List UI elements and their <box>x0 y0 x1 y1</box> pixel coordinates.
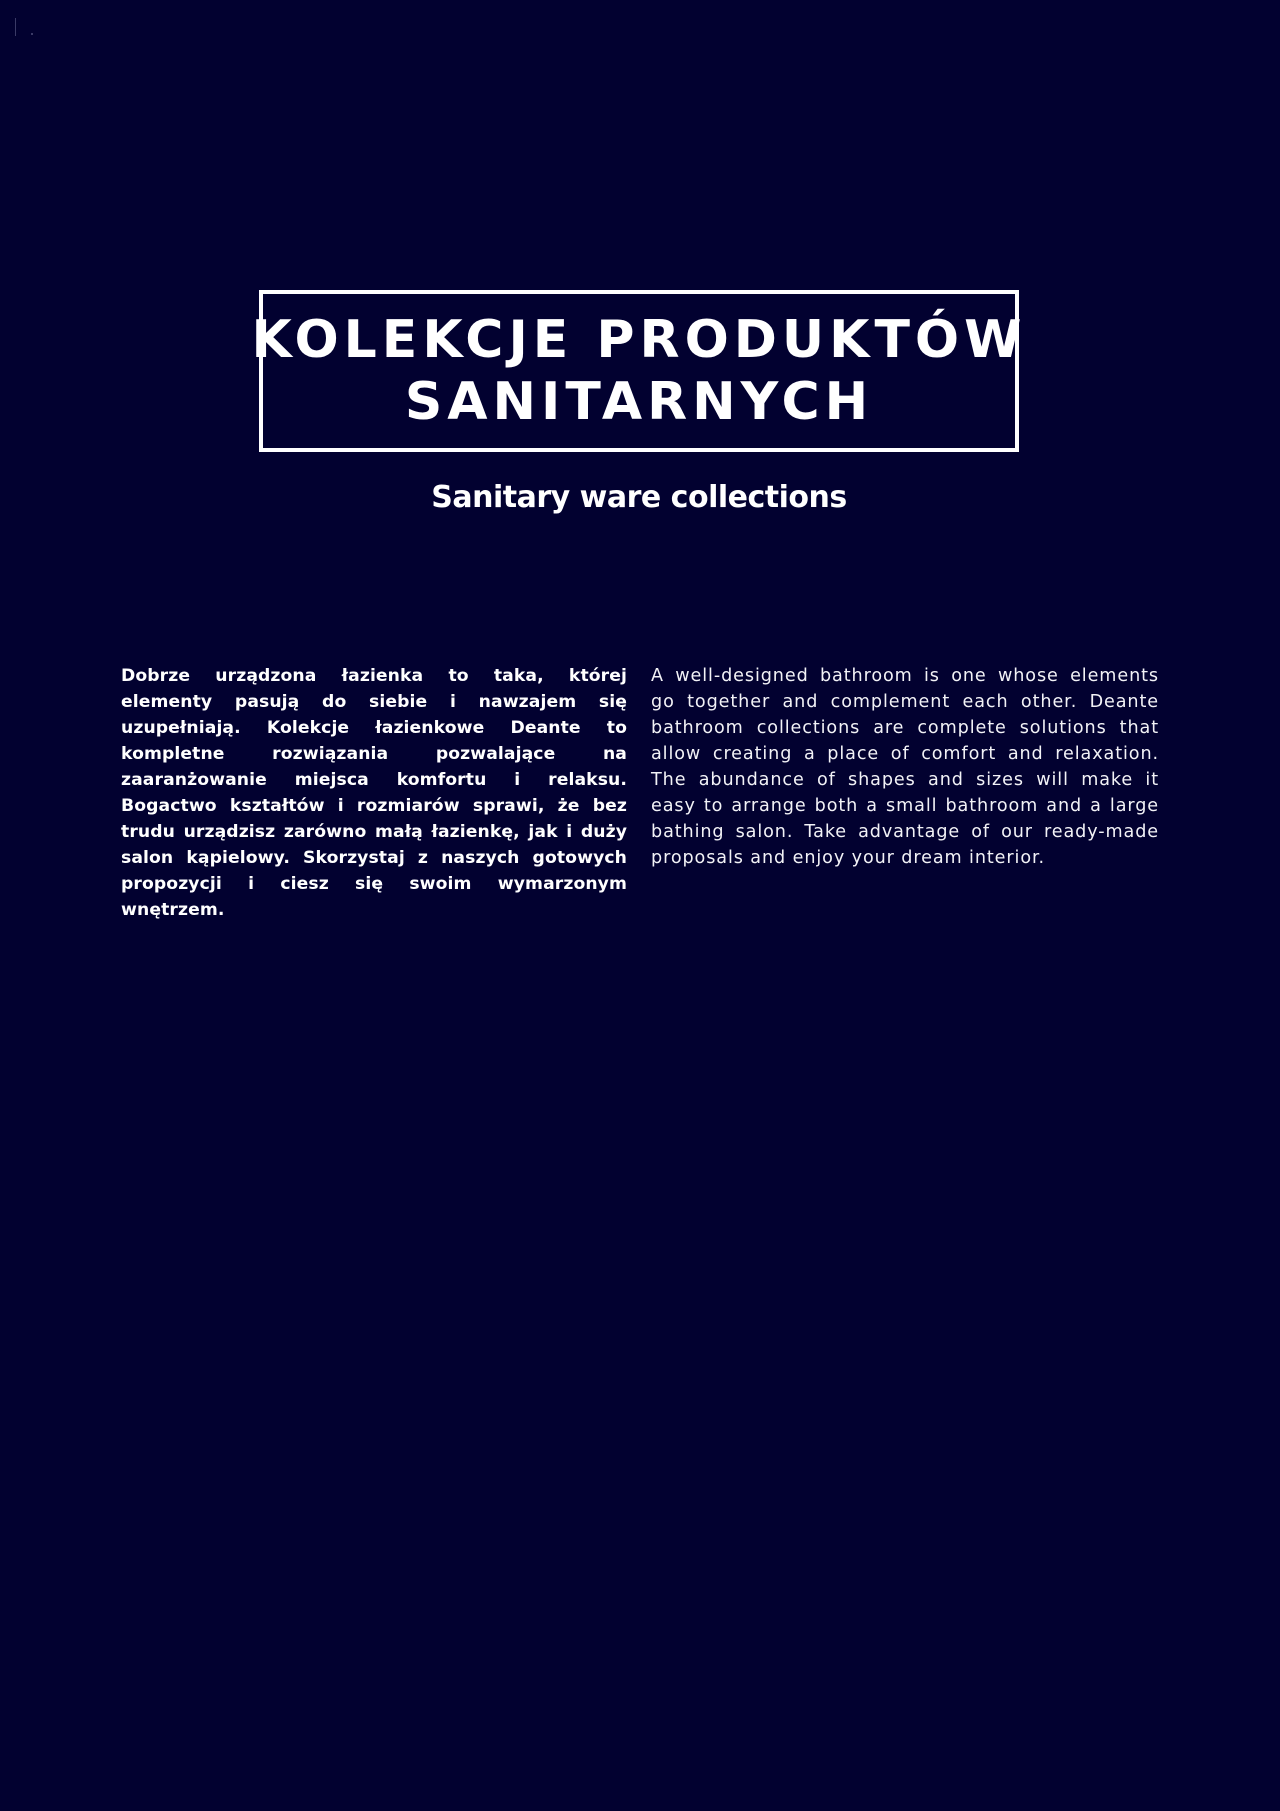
page-title-line-2: SANITARNYCH <box>404 372 874 432</box>
body-text-english: A well-designed bathroom is one whose elements go together and complement each other. Deante bathroom collections are complete solutions that allow creating a place of comfort and relaxation. The abundance of shapes and sizes will make it easy to arrange both a small bathroom and a large bathing salon. Take advantage of our ready-made proposals and enjoy your dream interior. <box>651 666 1159 868</box>
title-frame <box>251 290 1027 452</box>
page-title-line-1: KOLEKCJE PRODUKTÓW <box>251 310 1027 370</box>
crop-mark <box>15 18 16 36</box>
page-subtitle: Sanitary ware collections <box>431 480 847 515</box>
crop-mark-dot <box>31 33 33 35</box>
body-text-polish: Dobrze urządzona łazienka to taka, której elementy pasują do siebie i nawzajem się uzupełniają. Kolekcje łazienkowe Deante to kompletne rozwiązania pozwalające na zaaranżowanie miejsca komfortu i relaksu. Bogactwo kształtów i rozmiarów sprawi, że bez trudu urządzisz zarówno małą łazienkę, jak i duży salon kąpielowy. Skorzystaj z naszych gotowych propozycji i ciesz się swoim wymarzonym wnętrzem. <box>121 666 627 920</box>
